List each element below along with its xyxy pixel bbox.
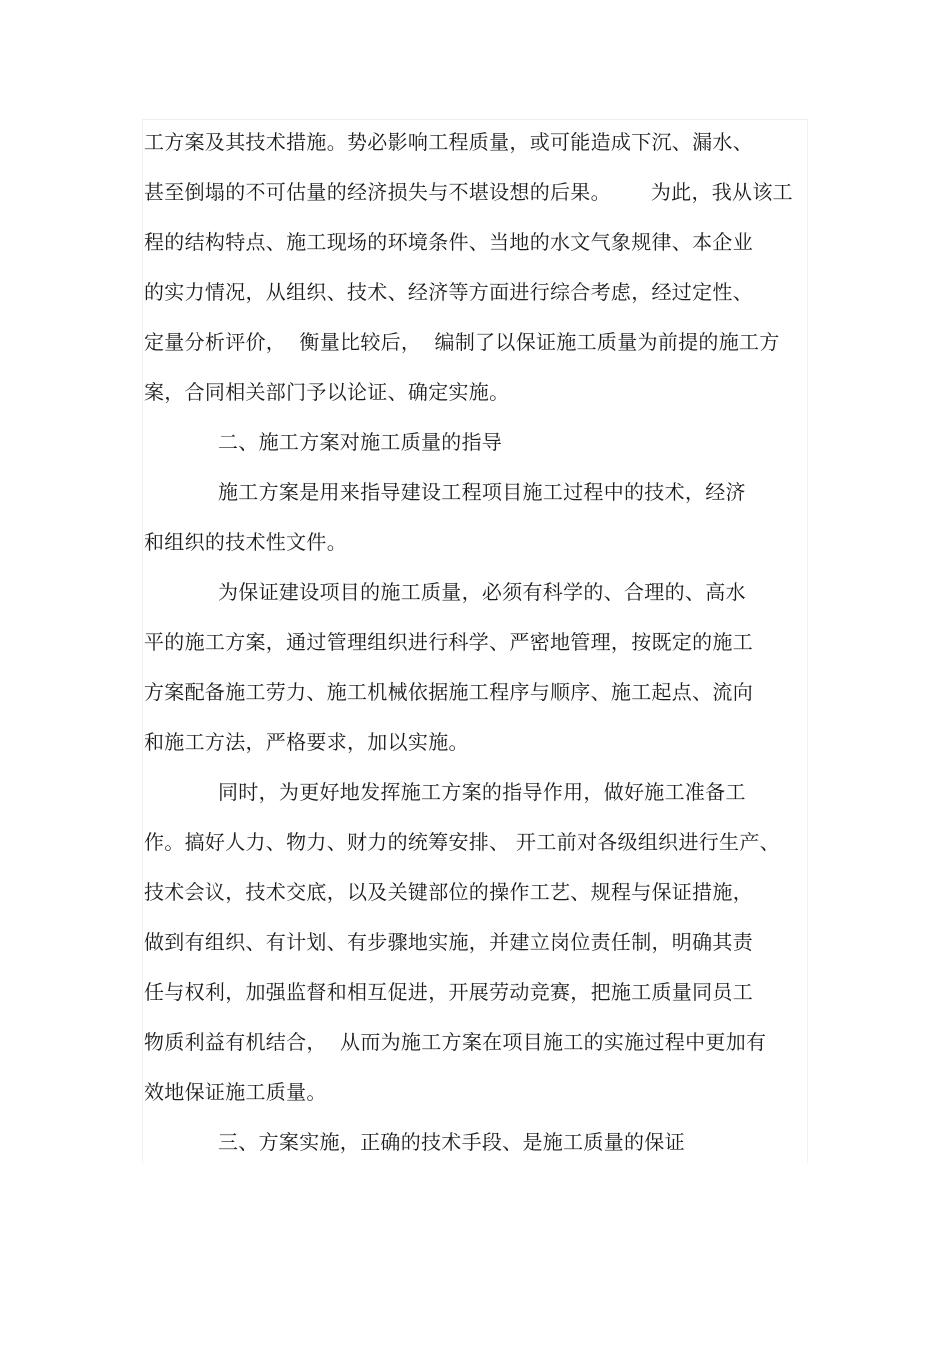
- text-line: 同时，为更好地发挥施工方案的指导作用，做好施工准备工: [218, 780, 746, 804]
- text-line: 方案配备施工劳力、施工机械依据施工程序与顺序、施工起点、流向: [144, 680, 753, 704]
- text-line: 程的结构特点、施工现场的环境条件、当地的水文气象规律、本企业: [144, 230, 753, 254]
- text-line: 做到有组织、有计划、有步骤地实施，并建立岗位责任制，明确其责: [144, 930, 753, 954]
- text-line: 为保证建设项目的施工质量，必须有科学的、合理的、高水: [218, 580, 746, 604]
- text-line: 工方案及其技术措施。势必影响工程质量，或可能造成下沉、漏水、: [144, 130, 753, 154]
- text-line: 效地保证施工质量。: [144, 1080, 327, 1104]
- section-heading: 三、方案实施，正确的技术手段、是施工质量的保证: [218, 1130, 685, 1154]
- text-line: 物质利益有机结合， 从而为施工方案在项目施工的实施过程中更加有: [144, 1030, 767, 1054]
- text-line: 施工方案是用来指导建设工程项目施工过程中的技术，经济: [218, 480, 746, 504]
- text-line: 任与权利，加强监督和相互促进，开展劳动竞赛，把施工质量同员工: [144, 980, 753, 1004]
- text-line: 和施工方法，严格要求，加以实施。: [144, 730, 469, 754]
- text-line: 案，合同相关部门予以论证、确定实施。: [144, 380, 510, 404]
- text-line: 甚至倒塌的不可估量的经济损失与不堪设想的后果。 为此，我从该工: [144, 180, 793, 204]
- text-line: 和组织的技术性文件。: [144, 530, 347, 554]
- section-heading: 二、施工方案对施工质量的指导: [218, 430, 503, 454]
- text-line: 作。搞好人力、物力、财力的统筹安排、 开工前对各级组织进行生产、: [144, 830, 780, 854]
- text-line: 技术会议，技术交底，以及关键部位的操作工艺、规程与保证措施，: [144, 880, 753, 904]
- text-line: 平的施工方案，通过管理组织进行科学、严密地管理，按既定的施工: [144, 630, 753, 654]
- text-line: 定量分析评价， 衡量比较后， 编制了以保证施工质量为前提的施工方: [144, 330, 780, 354]
- text-line: 的实力情况，从组织、技术、经济等方面进行综合考虑，经过定性、: [144, 280, 753, 304]
